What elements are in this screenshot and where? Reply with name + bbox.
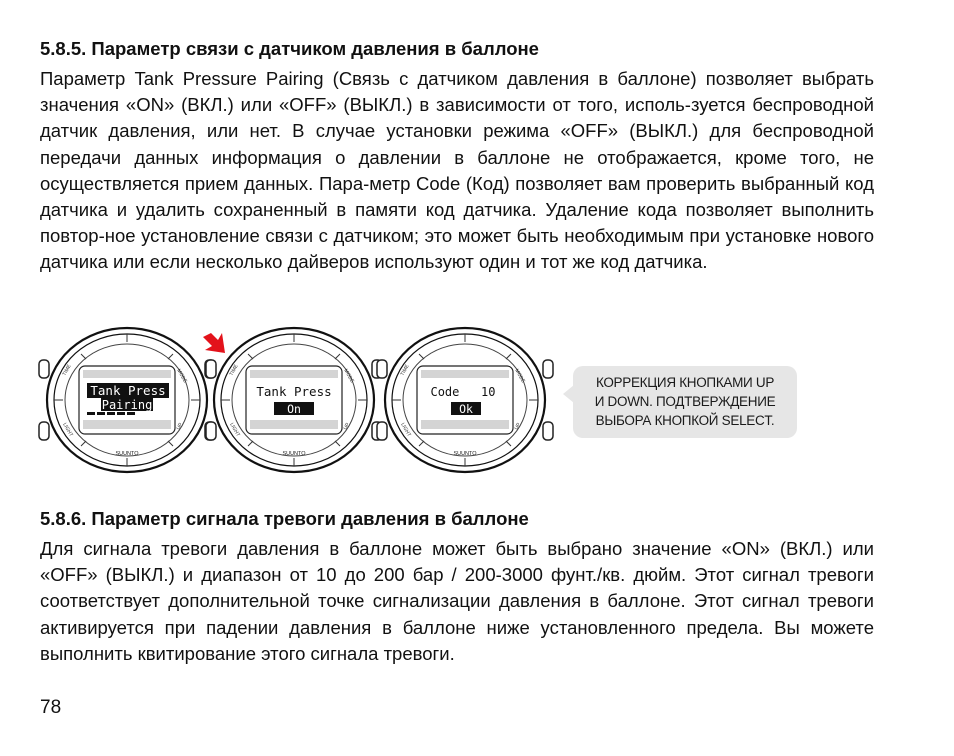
watch-2-brand: SUUNTO bbox=[282, 451, 306, 457]
page-number: 78 bbox=[40, 697, 62, 718]
watch-2-line1: Tank Press bbox=[256, 384, 332, 399]
callout-line-1: КОРРЕКЦИЯ КНОПКАМИ UP bbox=[595, 375, 775, 390]
watch-figure bbox=[0, 298, 954, 470]
callout-line-3: ВЫБОРА КНОПКОЙ SELECT. bbox=[595, 413, 775, 428]
watch-2 bbox=[206, 328, 382, 472]
section-paragraph-tank-pressure-alarm: Для сигнала тревоги давления в баллоне может быть выбрано значение «ON» (ВКЛ.) или «OFF» (ВЫКЛ.) и диапазон от 10 до 200 бар / 200-3000 фунт./кв. дюйм. Этот сигнал тревоги соответствует дополнительной точке сигнализации давления в баллоне. Этот сигнал тревоги активируется при падении давления в баллоне ниже установленного предела. Вы можете выполнить квитирование этого сигнала тревоги. bbox=[40, 538, 874, 664]
watch-1-brand: SUUNTO bbox=[115, 451, 139, 457]
red-arrow-icon bbox=[203, 333, 225, 353]
instruction-callout bbox=[573, 366, 797, 438]
watch-3-brand: SUUNTO bbox=[453, 451, 477, 457]
watch-illustrations: MODE UP Tank Press Pairing SUUNTO Tank Press On SUUNTO Code 10 Ok SUUNTO bbox=[0, 330, 954, 470]
callout-line-2: И DOWN. ПОДТВЕРЖДЕНИЕ bbox=[594, 394, 776, 409]
watch-1 bbox=[39, 328, 215, 472]
section-heading-tank-pressure-alarm: 5.8.6. Параметр сигнала тревоги давления в баллоне bbox=[40, 508, 529, 529]
watch-1-line2: Pairing bbox=[101, 398, 153, 412]
section-heading-tank-pressure-pairing: 5.8.5. Параметр связи с датчиком давления в баллоне bbox=[40, 38, 539, 59]
watch-3-line2: Ok bbox=[459, 402, 473, 416]
section-paragraph-tank-pressure-pairing: Параметр Tank Pressure Pairing (Связь с датчиком давления в баллоне) позволяет выбрать значения «ON» (ВКЛ.) или «OFF» (ВЫКЛ.) в зависимости от того, исполь-зуется беспроводной датчик давления, или нет. В случае установки режима «OFF» (ВЫКЛ.) для беспроводной передачи данных информация о давлении в баллоне не отображается, кроме того, не осуществляется прием данных. Пара-метр Code (Код) позволяет вам проверить выбранный код датчика и удалить сохраненный в памяти код датчика. Удаление кода позволяет выполнить повтор-ное установление связи с датчиком; это может быть необходимым при установке нового датчика или если несколько дайверов используют один и тот же код датчика. bbox=[40, 68, 874, 273]
watch-1-line1: Tank Press bbox=[90, 383, 166, 398]
watch-3-line1: Code 10 bbox=[430, 385, 496, 399]
watch-3 bbox=[377, 328, 553, 472]
watch-2-line2: On bbox=[287, 402, 301, 416]
